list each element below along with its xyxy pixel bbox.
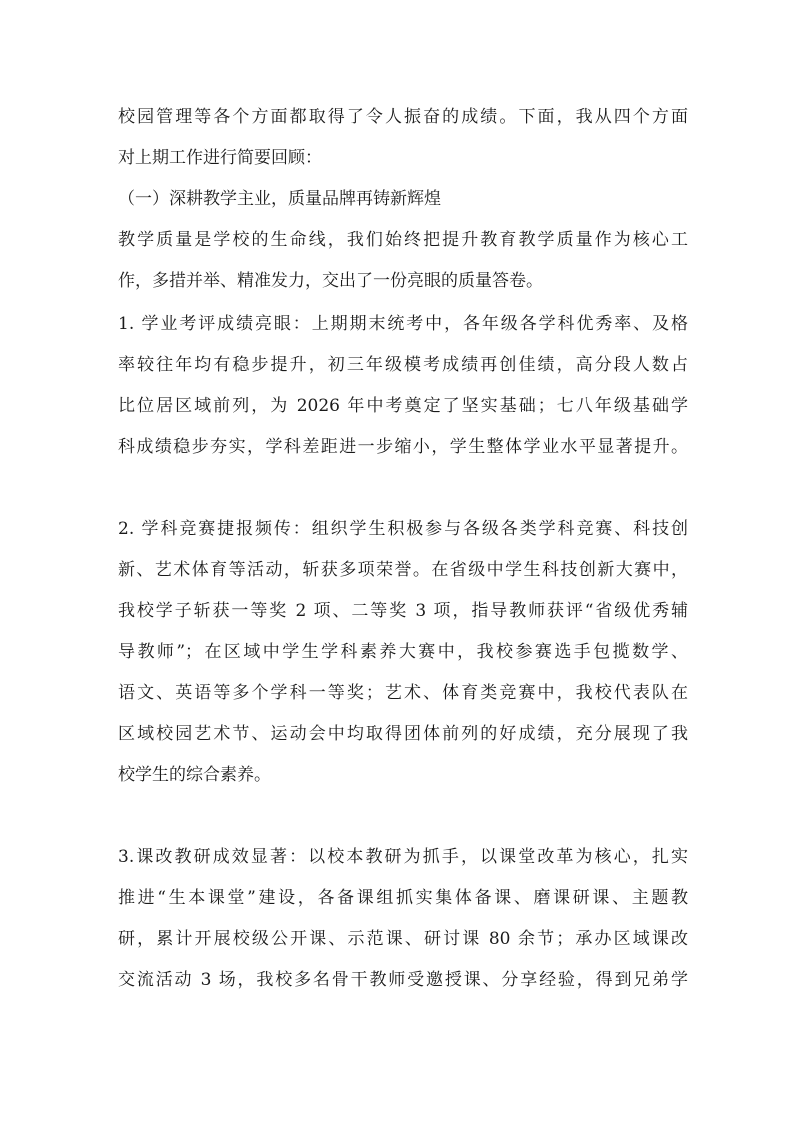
item-2-line-2: 新、艺术体育等活动，斩获多项荣誉。在省级中学生科技创新大赛中， [118, 560, 688, 580]
item-2-line-4: 导教师”；在区域中学生学科素养大赛中，我校参赛选手包揽数学、 [118, 642, 688, 662]
item-2-line-5: 语文、英语等多个学科一等奖；艺术、体育类竞赛中，我校代表队在 [118, 683, 688, 703]
item-3-line-2: 推进“生本课堂”建设，各备课组抓实集体备课、磨课研课、主题教 [118, 888, 688, 908]
item-3-line-1: 3.课改教研成效显著：以校本教研为抓手，以课堂改革为核心，扎实 [118, 847, 688, 867]
item-3-line-4: 交流活动 3 场，我校多名骨干教师受邀授课、分享经验，得到兄弟学 [118, 970, 688, 990]
item-2-line-1: 2. 学科竞赛捷报频传：组织学生积极参与各级各类学科竞赛、科技创 [118, 519, 688, 539]
item-1-line-3: 比位居区域前列，为 2026 年中考奠定了坚实基础；七八年级基础学 [118, 396, 688, 416]
item-2-line-3: 我校学子斩获一等奖 2 项、二等奖 3 项，指导教师获评“省级优秀辅 [118, 601, 688, 621]
item-2-line-6: 区域校园艺术节、运动会中均取得团体前列的好成绩，充分展现了我 [118, 724, 688, 744]
section-heading: （一）深耕教学主业，质量品牌再铸新辉煌 [118, 189, 441, 209]
paragraph-quality-line-1: 教学质量是学校的生命线，我们始终把提升教育教学质量作为核心工 [118, 230, 688, 250]
paragraph-intro-line-1: 校园管理等各个方面都取得了令人振奋的成绩。下面，我从四个方面 [118, 107, 688, 127]
item-3-line-3: 研，累计开展校级公开课、示范课、研讨课 80 余节；承办区域课改 [118, 929, 688, 949]
item-1-line-4: 科成绩稳步夯实，学科差距进一步缩小，学生整体学业水平显著提升。 [118, 437, 688, 457]
paragraph-quality-line-2: 作，多措并举、精准发力，交出了一份亮眼的质量答卷。 [118, 271, 543, 291]
item-2-line-7: 校学生的综合素养。 [118, 765, 271, 785]
paragraph-intro-line-2: 对上期工作进行简要回顾： [118, 148, 322, 168]
item-1-line-2: 率较往年均有稳步提升，初三年级模考成绩再创佳绩，高分段人数占 [118, 355, 688, 375]
item-1-line-1: 1. 学业考评成绩亮眼：上期期末统考中，各年级各学科优秀率、及格 [118, 314, 688, 334]
